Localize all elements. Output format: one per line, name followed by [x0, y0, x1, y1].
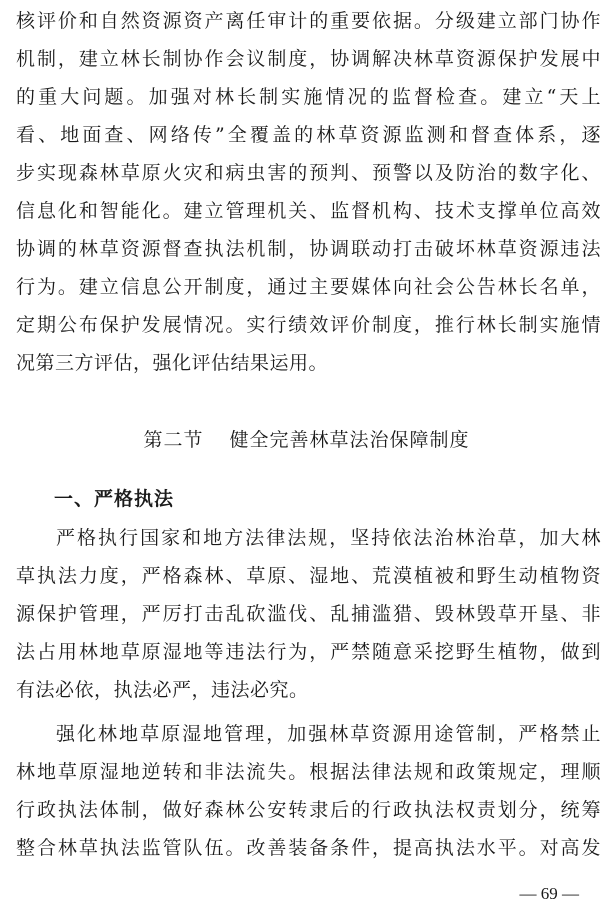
text-line: 强化林地草原湿地管理，加强林草资源用途管制，严格禁止: [56, 723, 601, 745]
paragraph-top: [16, 2, 601, 382]
text-line: 协调的林草资源督查执法机制，协调联动打击破坏林草资源违法: [16, 238, 601, 260]
text-line: 信息化和智能化。建立管理机关、监督机构、技术支撑单位高效: [16, 200, 601, 222]
paragraph-strict-enforcement: [16, 519, 601, 709]
text-line: 严格执行国家和地方法律法规，坚持依法治林治草，加大林: [56, 527, 601, 549]
text-line: 林地草原湿地逆转和非法流失。根据法律法规和政策规定，理顺: [16, 761, 601, 783]
section-number: 第二节: [143, 429, 204, 451]
text-line: 看、地面查、网络传”全覆盖的林草资源监测和督查体系，逐: [16, 124, 601, 146]
text-line: 有法必依，执法必严，违法必究。: [16, 679, 309, 701]
text-line: 草执法力度，严格森林、草原、湿地、荒漠植被和野生动植物资: [16, 565, 601, 587]
text-line: 整合林草执法监管队伍。改善装备条件，提高执法水平。对高发: [16, 837, 601, 859]
text-line: 行政执法体制，做好森林公安转隶后的行政执法权责划分，统筹: [16, 799, 601, 821]
text-line: 源保护管理，严厉打击乱砍滥伐、乱捕滥猎、毁林毁草开垦、非: [16, 603, 601, 625]
text-line: 核评价和自然资源资产离任审计的重要依据。分级建立部门协作: [16, 10, 601, 32]
text-line: 法占用林地草原湿地等违法行为，严禁随意采挖野生植物，做到: [16, 641, 601, 663]
section-title: 健全完善林草法治保障制度: [229, 429, 470, 451]
paragraph-land-management: [16, 715, 601, 867]
text-line: 行为。建立信息公开制度，通过主要媒体向社会公告林长名单，: [16, 276, 601, 298]
text-line: 的重大问题。加强对林长制实施情况的监督检查。建立“天上: [16, 86, 601, 108]
text-line: 况第三方评估，强化评估结果运用。: [16, 352, 329, 374]
section-heading: [0, 421, 613, 459]
text-line: 步实现森林草原火灾和病虫害的预判、预警以及防治的数字化、: [16, 162, 601, 184]
text-line: 机制，建立林长制协作会议制度，协调解决林草资源保护发展中: [16, 48, 601, 70]
subsection-heading: 一、严格执法: [54, 488, 175, 510]
page-number: — 69 —: [519, 884, 579, 903]
text-line: 定期公布保护发展情况。实行绩效评价制度，推行林长制实施情: [16, 314, 601, 336]
